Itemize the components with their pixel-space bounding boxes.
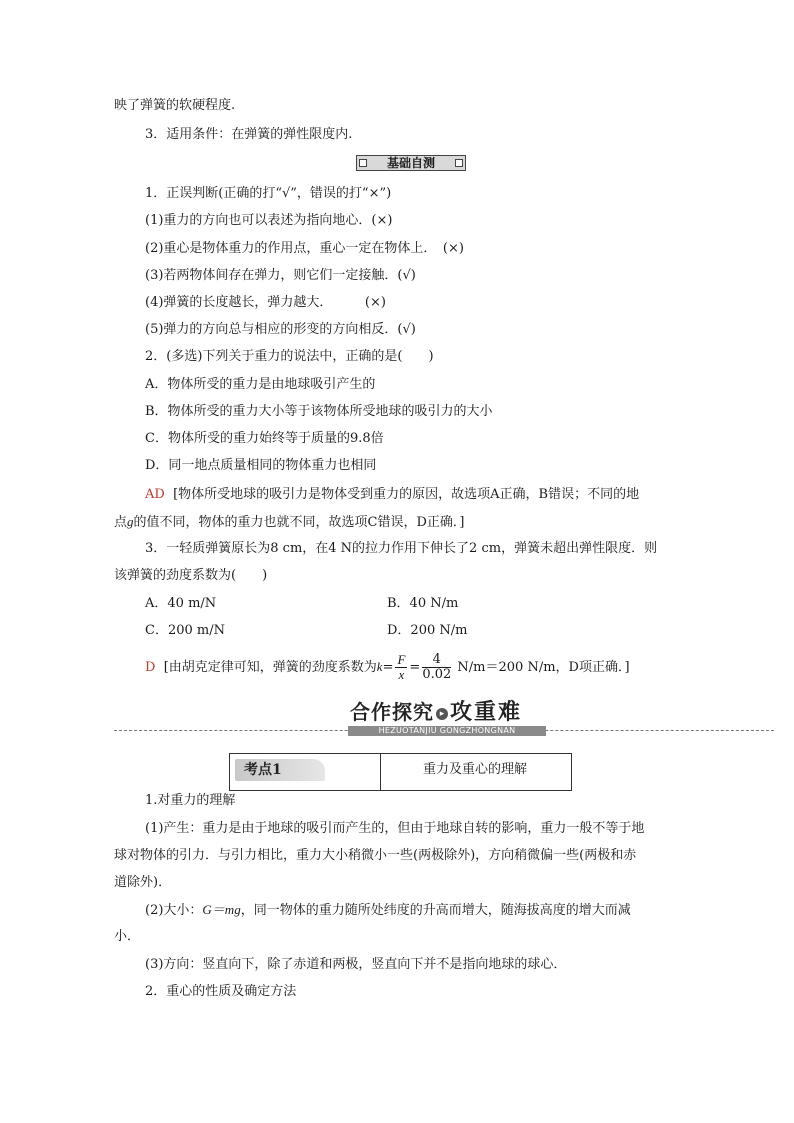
heading: 2．重心的性质及确定方法: [145, 984, 297, 999]
explanation-text: [由胡克定律可知，弹簧的劲度系数为: [163, 660, 377, 675]
text-line: 映了弹簧的软硬程度.: [114, 98, 236, 113]
fraction-denominator: x: [398, 667, 405, 682]
section-title-part2: 攻重难: [450, 700, 523, 725]
question-stem: 2．(多选)下列关于重力的说法中，正确的是( ): [145, 349, 434, 364]
question-stem: 1．正误判断(正确的打“√”，错误的打“×”): [145, 186, 392, 201]
judgment-item: (5)弹力的方向总与相应的形变的方向相反．(√): [145, 322, 416, 337]
paragraph-line: 道除外)．: [114, 875, 172, 890]
question-stem: 该弹簧的劲度系数为( ): [114, 568, 268, 583]
judgment-item: (1)重力的方向也可以表述为指向地心．(×): [145, 213, 393, 228]
option: C．物体所受的重力始终等于质量的9.8倍: [145, 431, 384, 446]
equals-sign: =: [409, 660, 421, 675]
explanation-text: 点: [114, 515, 128, 530]
fraction-numerator: 4: [422, 653, 451, 668]
explanation-text: [物体所受地球的吸引力是物体受到重力的原因，故选项A正确，B错误；不同的地: [173, 487, 640, 502]
heading: 1.对重力的理解: [145, 793, 236, 808]
symbol-g: g: [127, 514, 134, 529]
kaodian-tag: [230, 754, 381, 790]
section-badge: 基础自测: [356, 155, 466, 171]
judgment-item: (4)弹簧的长度越长，弹力越大． (×): [145, 295, 386, 310]
section-title-part1: 合作探究: [350, 700, 434, 724]
paragraph-line: [145, 901, 631, 920]
answer-label: D: [145, 660, 156, 675]
kaodian-topic: 重力及重心的理解: [422, 762, 527, 777]
option: B．40 N/m: [387, 596, 459, 611]
arrow-icon: ▸: [436, 708, 448, 720]
section-subtitle: HEZUOTANJIU GONGZHONGNAN: [348, 726, 546, 736]
formula: G＝mg: [202, 902, 241, 917]
paragraph-line: 小．: [114, 929, 141, 944]
text-line: 3．适用条件：在弹簧的弹性限度内.: [145, 127, 353, 142]
option: A．物体所受的重力是由地球吸引产生的: [145, 377, 376, 392]
paragraph-line: (3)方向：竖直向下，除了赤道和两极，竖直向下并不是指向地球的球心．: [145, 957, 567, 972]
fraction-value: [422, 653, 451, 682]
option: C．200 m/N: [145, 623, 225, 638]
fraction-denominator: 0.02: [422, 667, 452, 682]
paragraph-line: 球对物体的引力．与引力相比，重力大小稍微小一些(两极除外)，方向稍微偏一些(两极和赤: [114, 848, 637, 863]
answer-label: AD: [145, 487, 165, 502]
kaodian-label: 考点1: [244, 762, 282, 778]
kaodian-box: [229, 753, 572, 791]
judgment-item: (2)重心是物体重力的作用点，重心一定在物体上． (×): [145, 241, 464, 256]
option: A．40 m/N: [145, 596, 217, 611]
paragraph-text: (2)大小：: [145, 903, 203, 918]
option: B．物体所受的重力大小等于该物体所受地球的吸引力的大小: [145, 404, 493, 419]
explanation-text: 的值不同，物体的重力也就不同，故选项C错误，D正确．]: [133, 515, 465, 530]
explanation-line: [114, 513, 464, 532]
judgment-item: (3)若两物体间存在弹力，则它们一定接触．(√): [145, 268, 416, 283]
answer-explanation: [145, 486, 639, 504]
symbol-k: k: [376, 659, 383, 674]
fraction-f-over-x: [395, 653, 407, 682]
option: D．同一地点质量相同的物体重力也相同: [145, 458, 377, 473]
section-title: [350, 697, 522, 727]
paragraph-line: (1)产生：重力是由于地球的吸引而产生的，但由于地球自转的影响，重力一般不等于地: [145, 821, 645, 836]
equals-sign: =: [382, 660, 394, 675]
option: D．200 N/m: [387, 623, 468, 638]
answer-explanation: [145, 650, 630, 684]
explanation-text: N/m＝200 N/m，D项正确．]: [457, 660, 630, 675]
fraction-numerator: F: [397, 652, 406, 667]
paragraph-text: ，同一物体的重力随所处纬度的升高而增大，随海拔高度的增大而减: [240, 903, 631, 918]
question-stem: 3．一轻质弹簧原长为8 cm，在4 N的拉力作用下伸长了2 cm，弹簧未超出弹性限度．则: [145, 541, 658, 556]
